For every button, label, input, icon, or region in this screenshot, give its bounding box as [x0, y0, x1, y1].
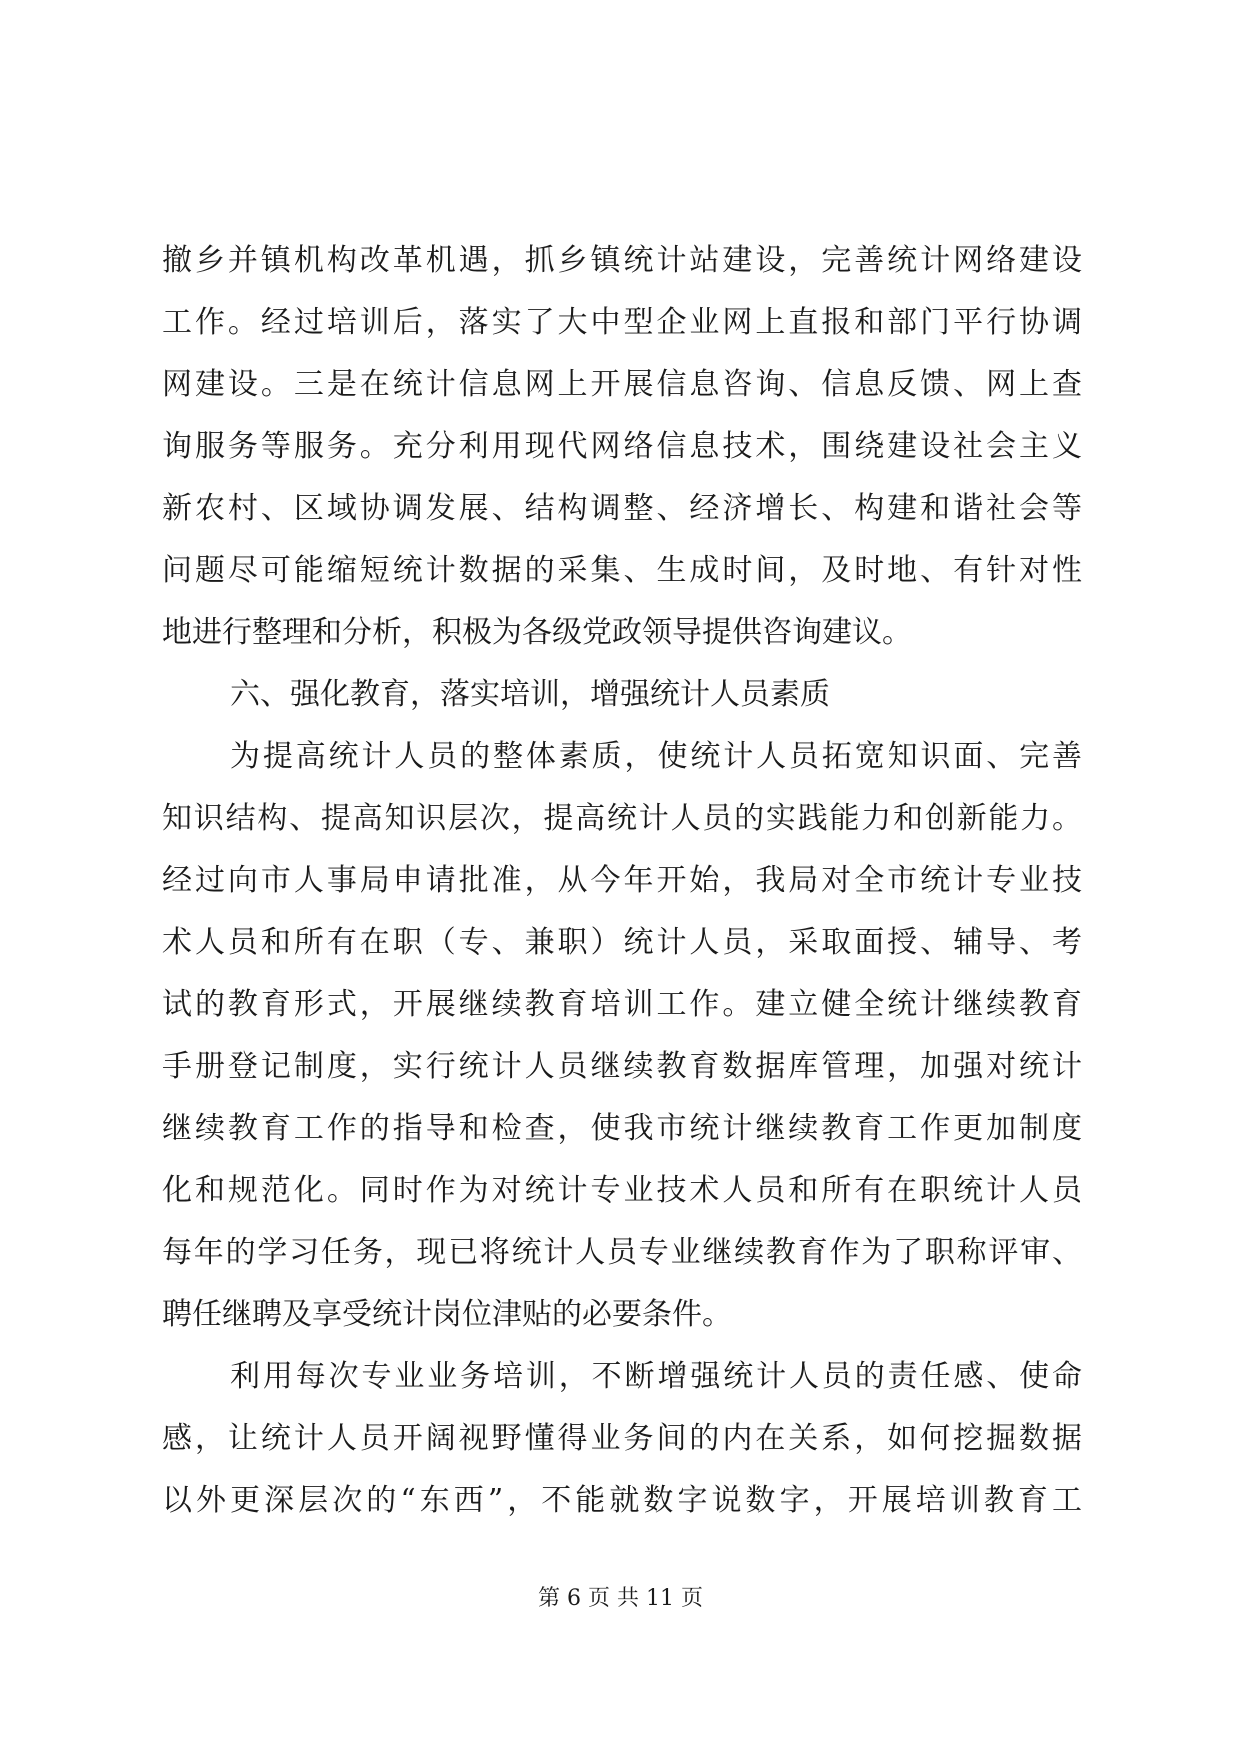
text-line: 知识结构、提高知识层次，提高统计人员的实践能力和创新能力。 — [162, 801, 1082, 836]
text-line: 网建设。三是在统计信息网上开展信息咨询、信息反馈、网上查 — [162, 367, 1082, 402]
text-line: 每年的学习任务，现已将统计人员专业继续教育作为了职称评审、 — [162, 1235, 1082, 1270]
text-line: 撤乡并镇机构改革机遇，抓乡镇统计站建设，完善统计网络建设 — [162, 243, 1082, 278]
page-footer: 第 6 页 共 11 页 — [538, 1586, 703, 1611]
text-line: 感，让统计人员开阔视野懂得业务间的内在关系，如何挖掘数据 — [162, 1421, 1082, 1456]
text-line: 术人员和所有在职（专、兼职）统计人员，采取面授、辅导、考 — [162, 925, 1082, 960]
text-line: 继续教育工作的指导和检查，使我市统计继续教育工作更加制度 — [162, 1111, 1082, 1146]
text-line: 新农村、区域协调发展、结构调整、经济增长、构建和谐社会等 — [162, 491, 1082, 526]
text-line: 地进行整理和分析，积极为各级党政领导提供咨询建议。 — [162, 615, 912, 650]
text-line: 问题尽可能缩短统计数据的采集、生成时间，及时地、有针对性 — [162, 553, 1082, 588]
text-line: 化和规范化。同时作为对统计专业技术人员和所有在职统计人员 — [162, 1173, 1082, 1208]
text-line: 经过向市人事局申请批准，从今年开始，我局对全市统计专业技 — [162, 863, 1082, 898]
text-line: 工作。经过培训后，落实了大中型企业网上直报和部门平行协调 — [162, 305, 1082, 340]
text-line: 利用每次专业业务培训，不断增强统计人员的责任感、使命 — [230, 1359, 1082, 1394]
text-line: 以外更深层次的“东西”，不能就数字说数字，开展培训教育工 — [162, 1483, 1082, 1518]
body-text — [162, 230, 1082, 1532]
text-line: 询服务等服务。充分利用现代网络信息技术，围绕建设社会主义 — [162, 429, 1082, 464]
text-line: 手册登记制度，实行统计人员继续教育数据库管理，加强对统计 — [162, 1049, 1082, 1084]
text-line: 聘任继聘及享受统计岗位津贴的必要条件。 — [162, 1297, 732, 1332]
text-line: 试的教育形式，开展继续教育培训工作。建立健全统计继续教育 — [162, 987, 1082, 1022]
section-heading: 六、强化教育，落实培训，增强统计人员素质 — [230, 677, 830, 712]
text-line: 为提高统计人员的整体素质，使统计人员拓宽知识面、完善 — [230, 739, 1082, 774]
